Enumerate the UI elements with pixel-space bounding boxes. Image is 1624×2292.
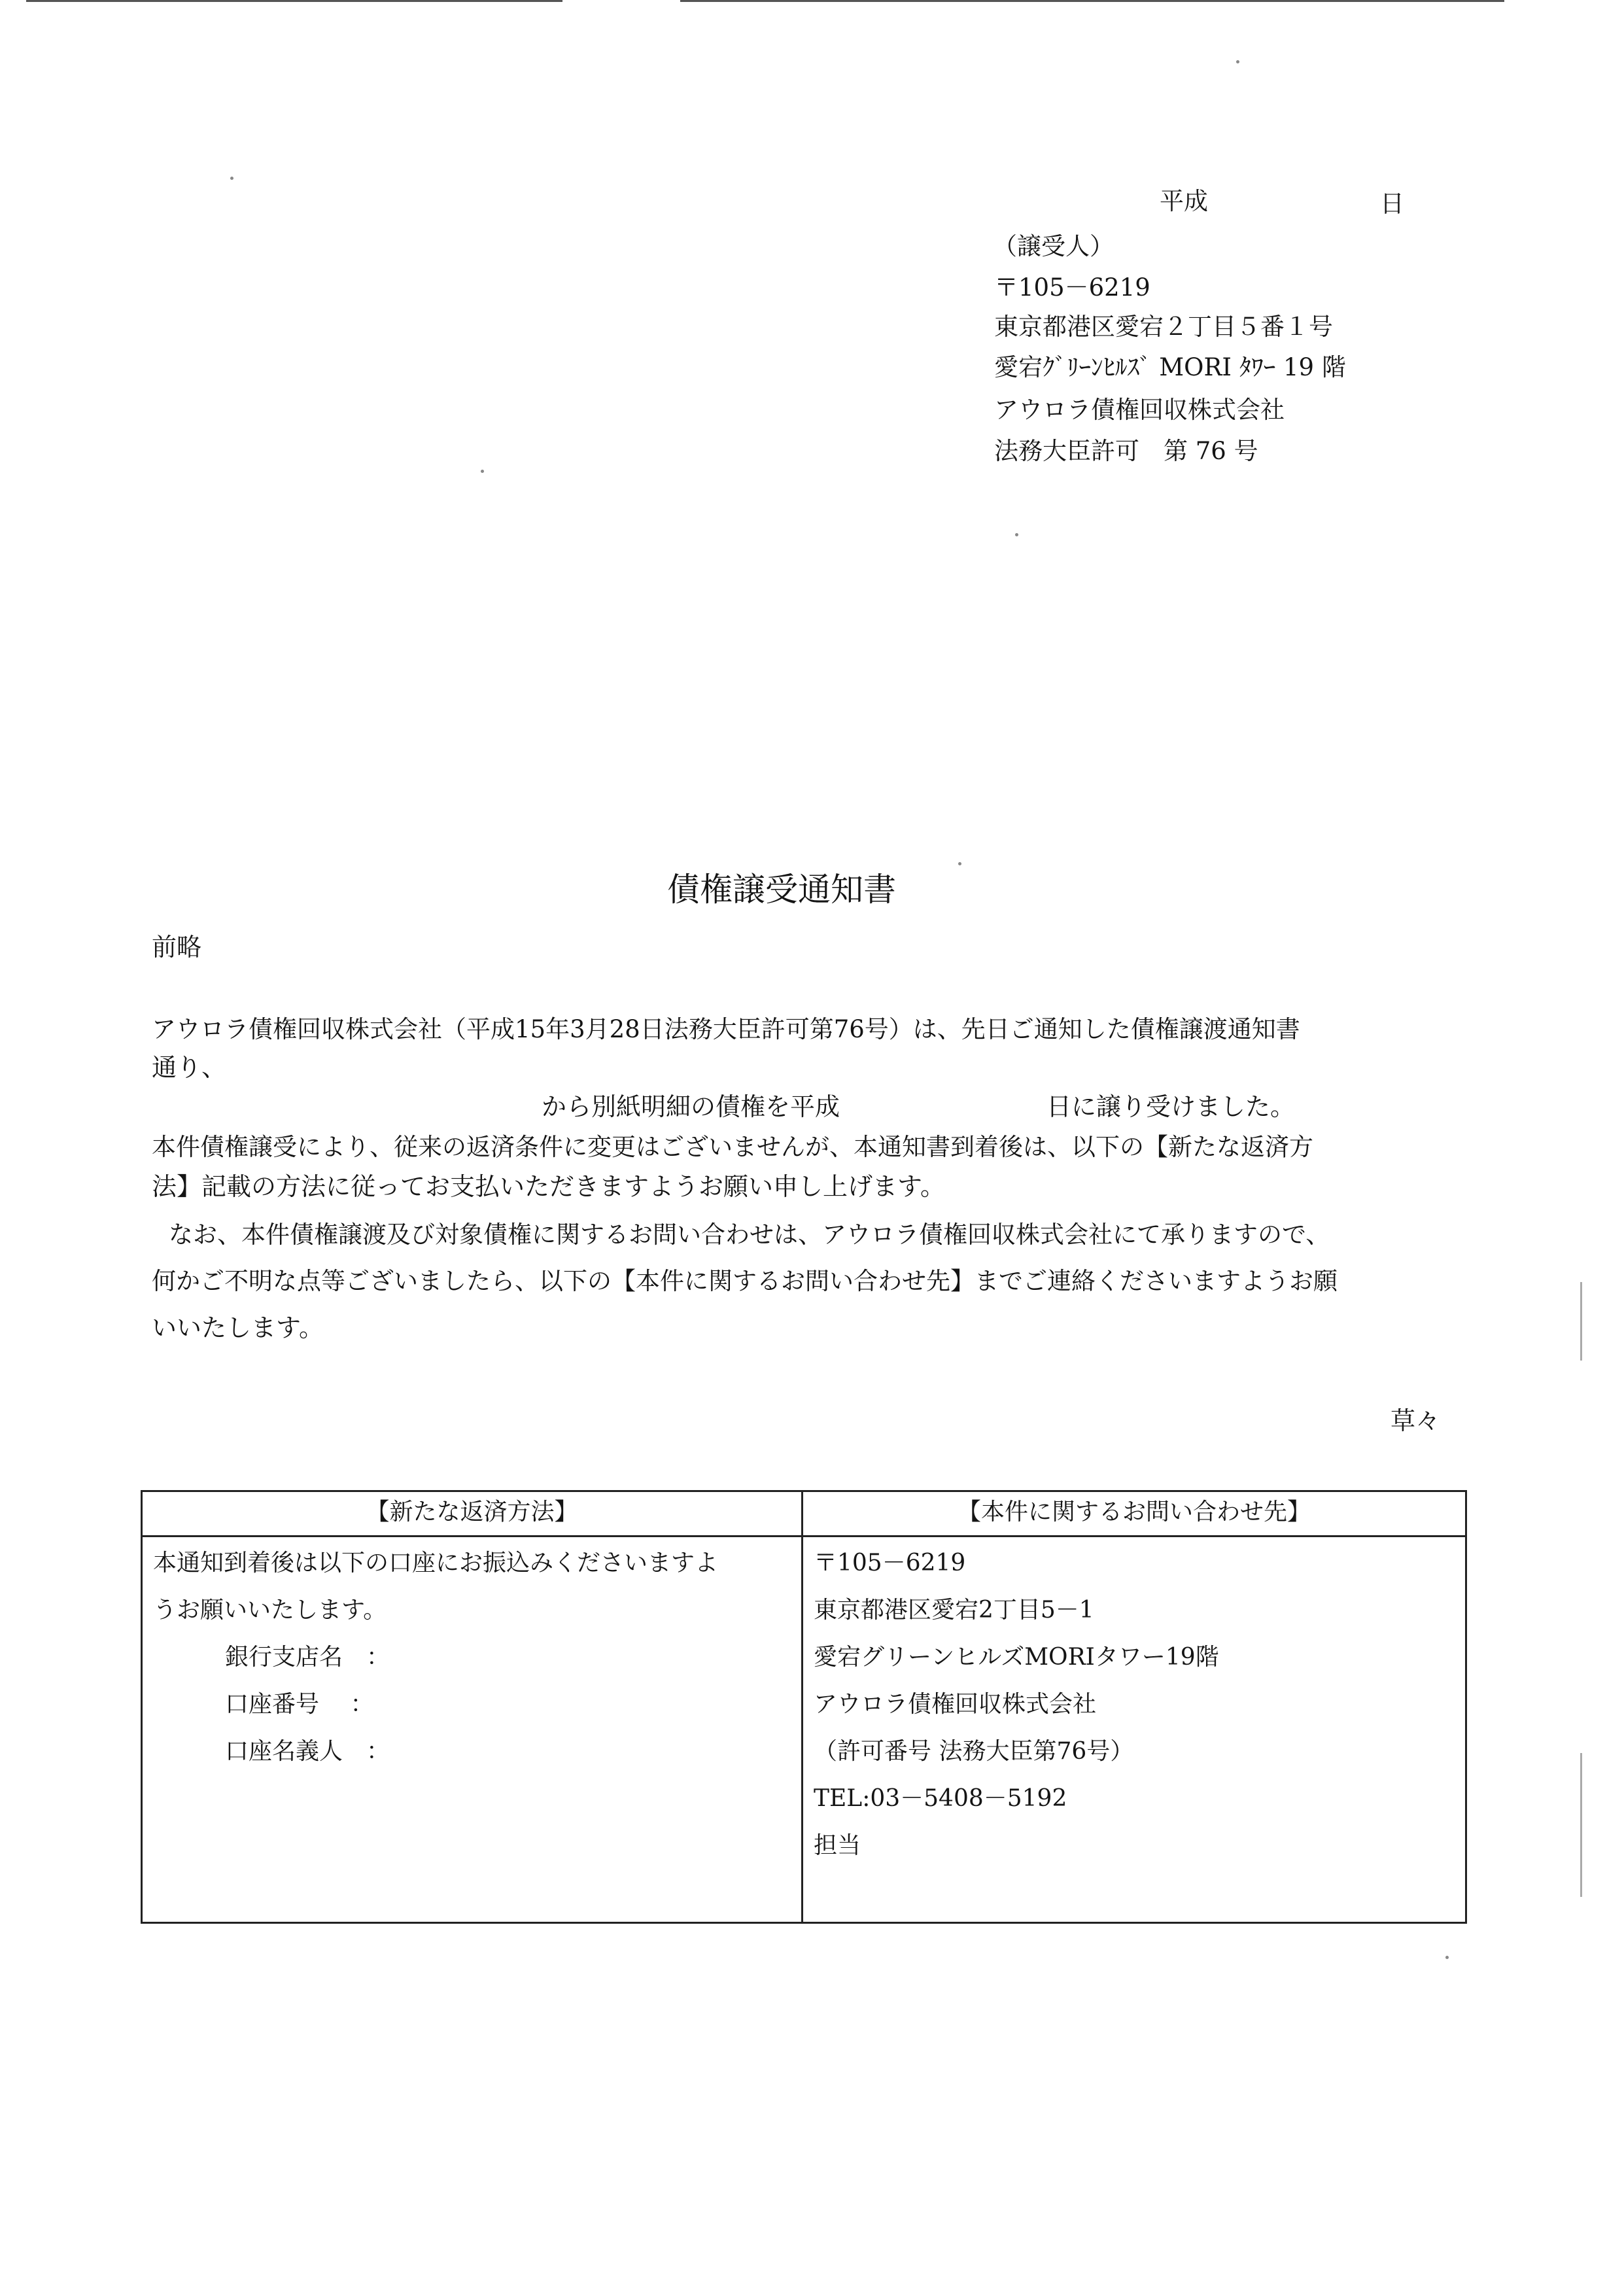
repayment-method-cell [142,1537,803,1923]
assignee-label: （譲受人） [993,232,1114,260]
repayment-instruction-1: 本通知到着後は以下の口座にお振込みくださいますよ [153,1550,719,1576]
assignee-company: アウロラ債権回収株式会社 [994,396,1285,424]
scan-edge-dash [1580,1753,1582,1897]
scan-edge-dash [1580,1282,1582,1361]
repayment-method-header: 【新たな返済方法】 [142,1491,803,1537]
body-line-8: いいたします。 [152,1313,324,1342]
bank-branch-label: 銀行支店名 ： [225,1644,390,1671]
scan-speck [1236,60,1239,63]
scan-speck [230,177,233,180]
body-line-6: なお、本件債権譲渡及び対象債権に関するお問い合わせは、アウロラ債権回収株式会社にて承りますので、 [169,1221,1330,1249]
body-line-3a: から別紙明細の債権を平成 [542,1092,840,1121]
body-line-2: 通り、 [152,1053,227,1082]
contact-license: （許可番号 法務大臣第76号） [814,1738,1134,1765]
assignee-license: 法務大臣許可 第 76 号 [994,437,1258,465]
inquiry-contact-cell [803,1537,1466,1923]
body-line-3b: 日に譲り受けました。 [1046,1092,1296,1121]
date-prefix: 平成 [1160,187,1208,215]
scan-speck [1445,1956,1449,1959]
date-suffix: 日 [1380,190,1404,218]
salutation: 前略 [152,933,202,962]
contact-phone: TEL:03－5408－5192 [814,1785,1067,1812]
contact-company: アウロラ債権回収株式会社 [814,1691,1097,1718]
scan-speck [481,470,484,473]
contact-postal: 〒105－6219 [814,1550,966,1576]
body-line-1: アウロラ債権回収株式会社（平成15年3月28日法務大臣許可第76号）は、先日ご通知した債権譲渡通知書 [152,1015,1300,1043]
body-line-5: 法】記載の方法に従ってお支払いただきますようお願い申し上げます。 [152,1172,945,1201]
contact-address-2: 愛宕グリーンヒルズMORIタワー19階 [814,1644,1219,1671]
contact-address-1: 東京都港区愛宕2丁目5－1 [814,1597,1094,1623]
repayment-instruction-2: うお願いいたします。 [153,1597,387,1623]
scan-edge-line [680,0,1504,2]
body-line-4: 本件債権譲受により、従来の返済条件に変更はございませんが、本通知書到着後は、以下の【新たな返済方 [152,1133,1313,1161]
info-table [141,1490,1467,1924]
document-title: 債権譲受通知書 [667,871,896,909]
scan-speck [958,862,961,865]
contact-person: 担当 [814,1832,861,1859]
scan-edge-line [26,0,562,2]
body-line-7: 何かご不明な点等ございましたら、以下の【本件に関するお問い合わせ先】までご連絡くださいますようお願 [152,1267,1338,1295]
inquiry-contact-header: 【本件に関するお問い合わせ先】 [803,1491,1466,1537]
assignee-postal: 〒105－6219 [994,273,1150,302]
assignee-address-2: 愛宕ｸﾞﾘｰﾝﾋﾙｽﾞ MORI ﾀﾜｰ 19 階 [994,353,1346,381]
account-holder-label: 口座名義人 ： [225,1738,390,1765]
assignee-address-1: 東京都港区愛宕２丁目５番１号 [994,313,1333,341]
closing: 草々 [1391,1406,1441,1435]
account-number-label: 口座番号 ： [225,1691,374,1718]
scan-speck [1015,533,1018,536]
